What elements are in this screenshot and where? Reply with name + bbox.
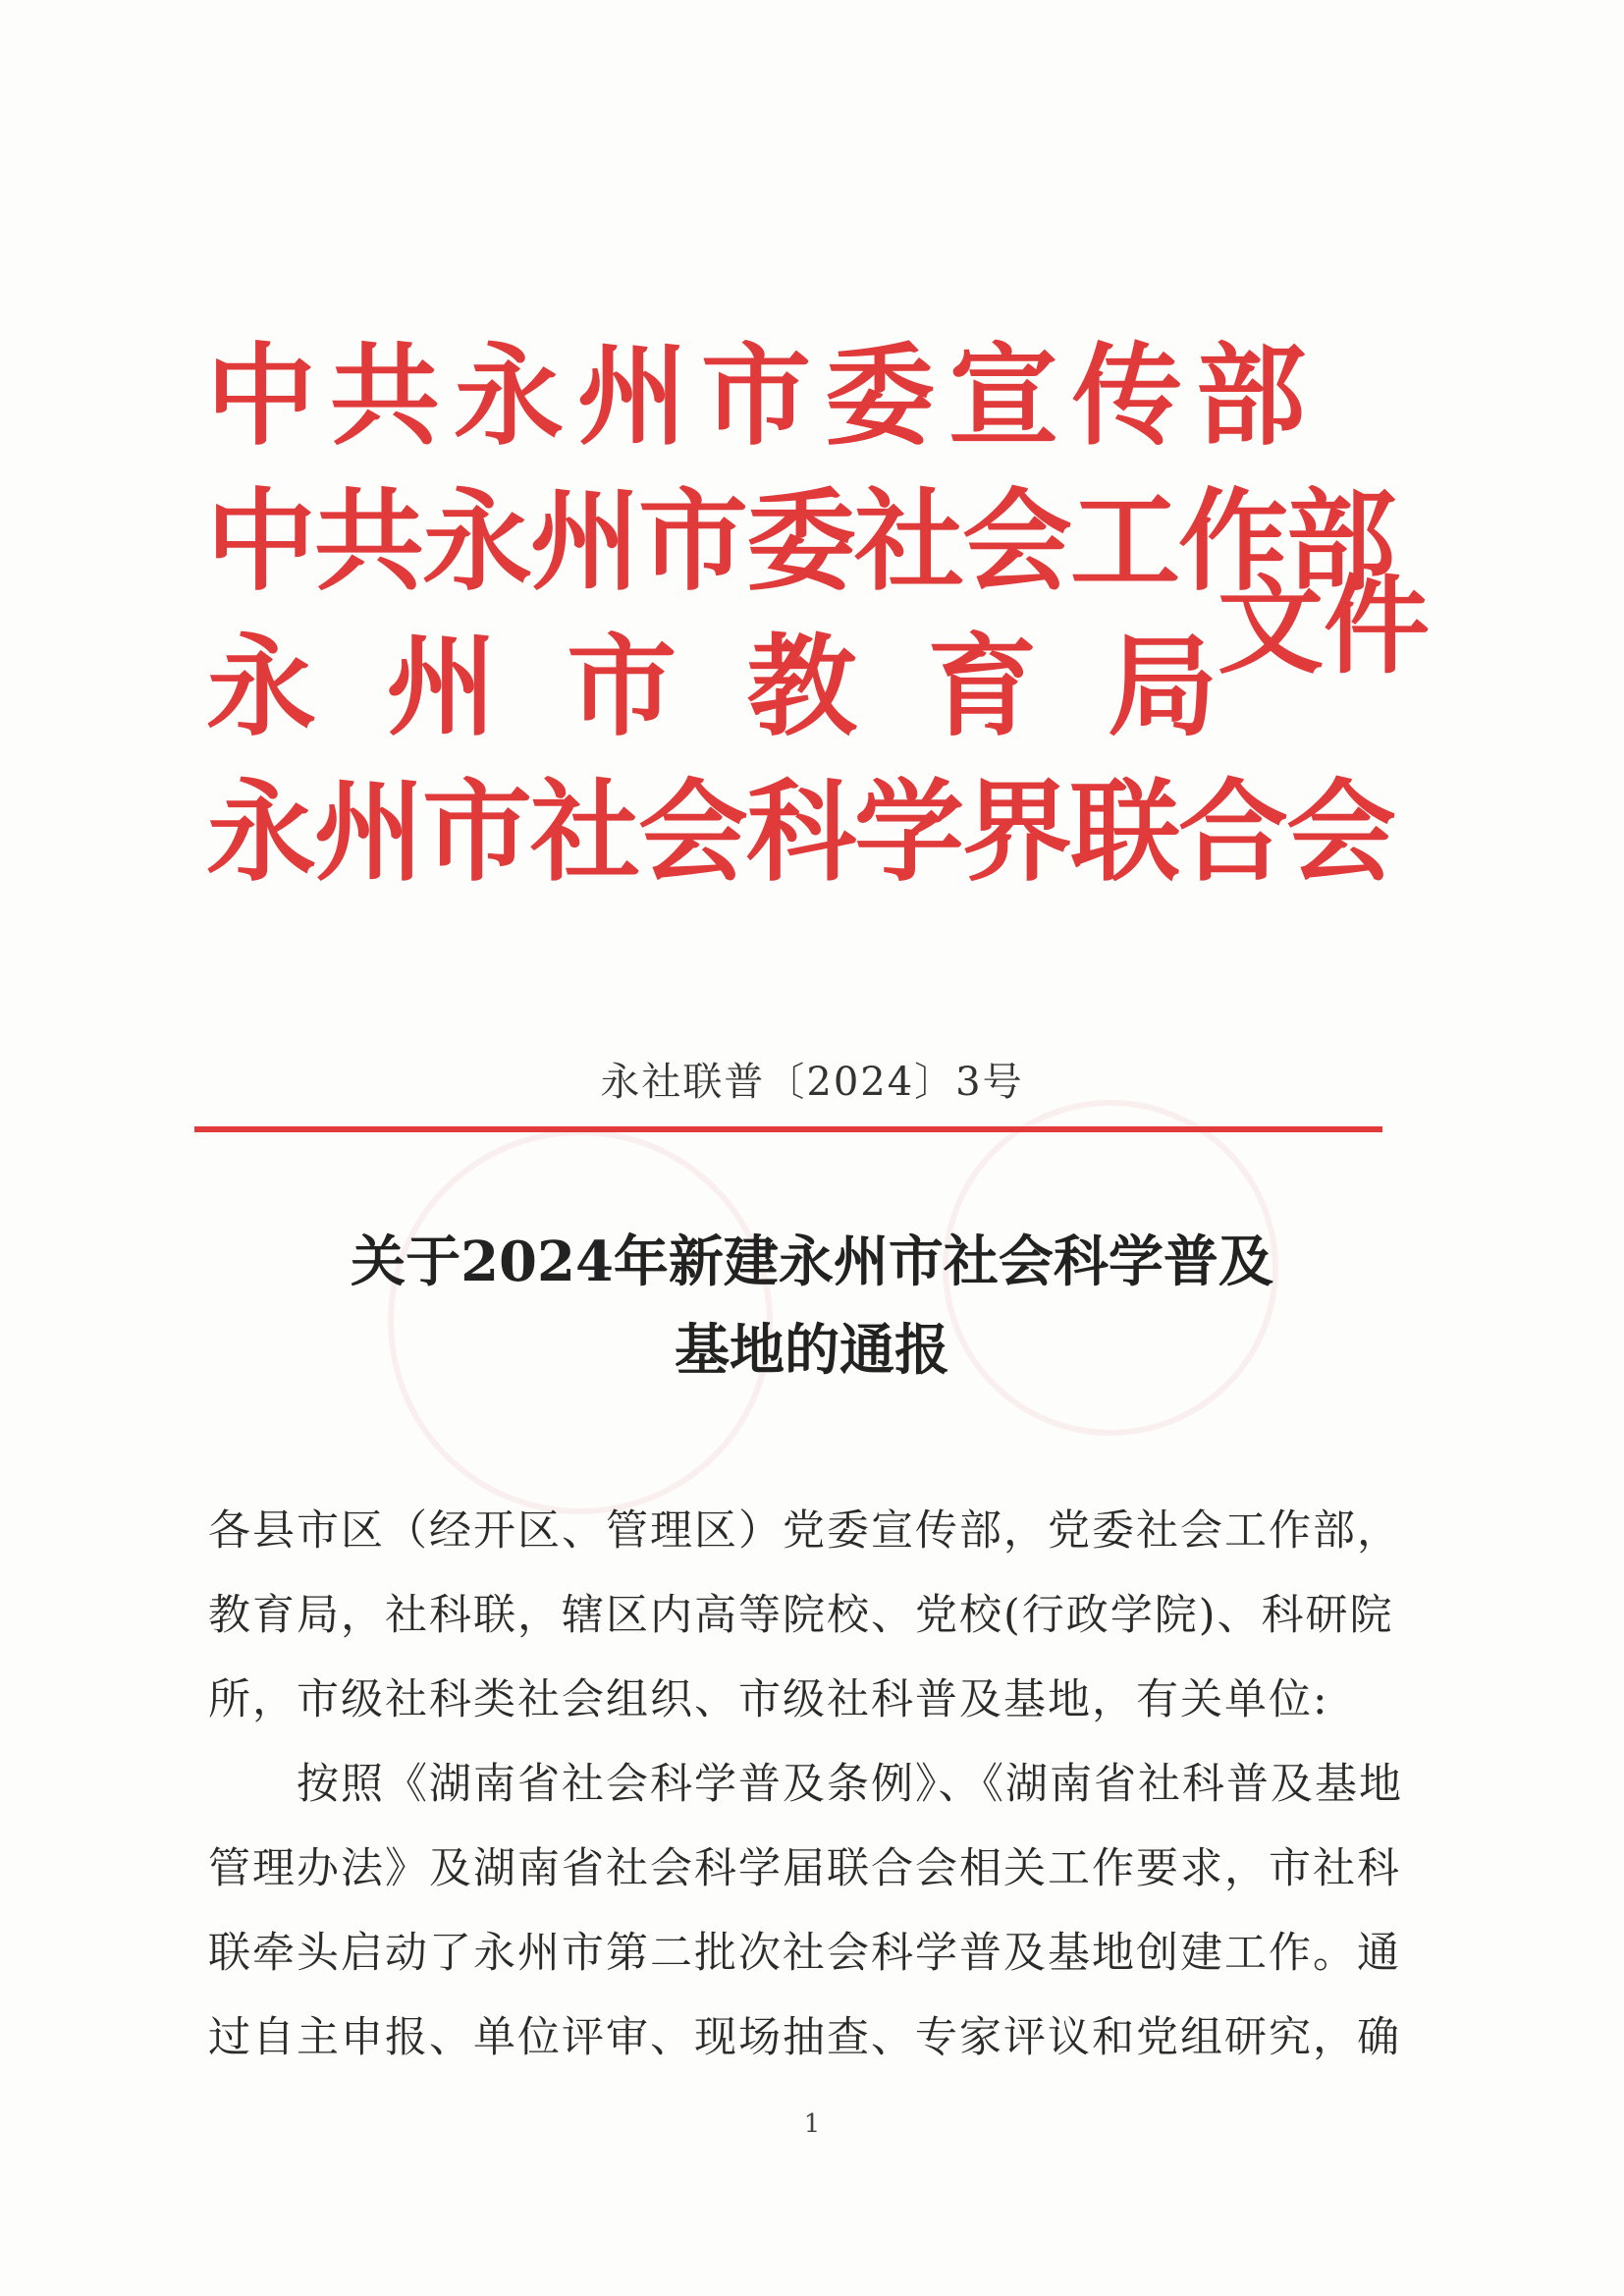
org-char: 永 [206,623,316,751]
body-line: 教育局，社科联，辖区内高等院校、党校(行政学院)、科研院 [208,1591,1394,1640]
body-line: 联牵头启动了永州市第二批次社会科学普及基地创建工作。通 [208,1929,1401,1978]
org-char: 局 [1107,623,1218,751]
org-line-propaganda: 中共永州市委宣传部 [206,332,1320,461]
body-line: 过自主申报、单位评审、现场抽查、专家评议和党组研究，确 [208,2013,1401,2062]
body-line: 管理办法》及湖南省社会科学届联合会相关工作要求，市社科 [208,1844,1401,1893]
document-title-line-1: 关于2024年新建永州市社会科学普及 [351,1230,1273,1294]
body-line: 按照《湖南省社会科学普及条例》、《湖南省社科普及基地 [208,1760,1403,1809]
body-line: 各县市区（经开区、管理区）党委宣传部，党委社会工作部， [208,1506,1401,1556]
page-number: 1 [803,2109,821,2139]
org-char: 教 [746,623,857,751]
document-type-label: 文件 [1218,565,1431,688]
document-title-line-2: 基地的通报 [675,1318,949,1383]
org-line-social-work: 中共永州市委社会工作部 [206,477,1394,606]
document-number: 永社联普〔2024〕3号 [600,1060,1024,1105]
org-char: 州 [386,623,497,751]
org-line-social-science: 永州市社会科学界联合会 [206,768,1394,897]
body-line: 所，市级社科类社会组织、市级社科普及基地，有关单位: [208,1675,1329,1724]
red-separator-line [194,1126,1382,1132]
org-char: 育 [927,623,1038,751]
org-char: 市 [567,623,677,751]
org-line-education [206,615,1218,760]
